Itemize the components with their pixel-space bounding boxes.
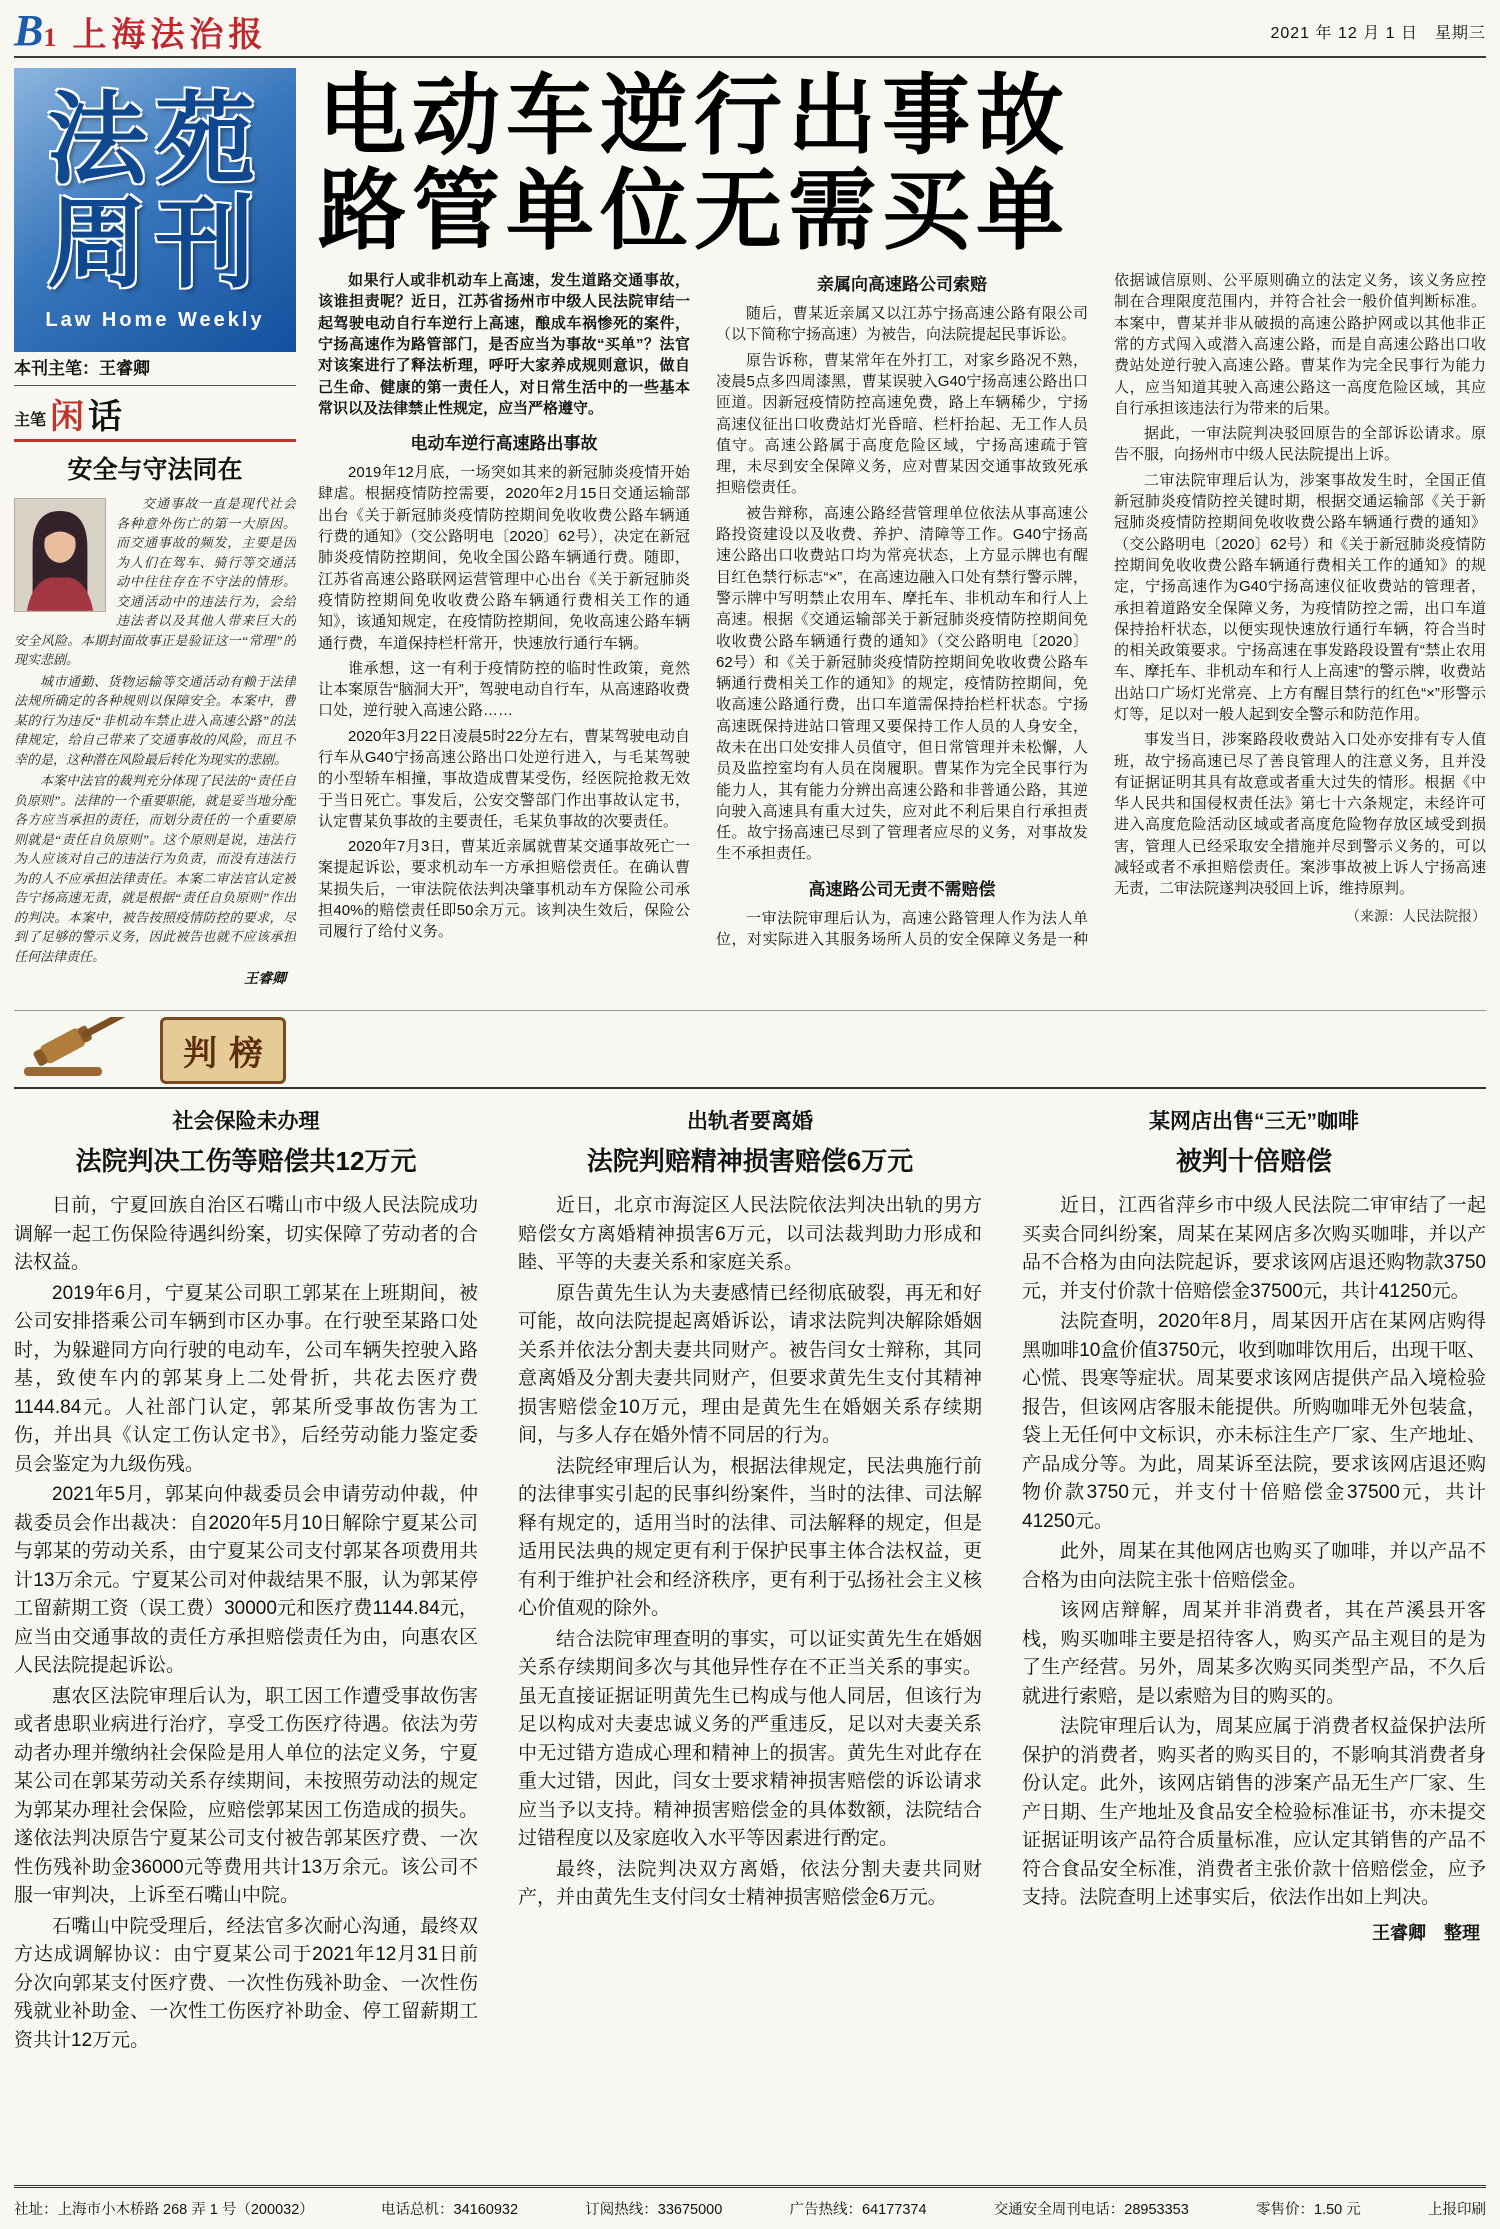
headline-line2: 路管单位无需买单 xyxy=(318,161,1071,261)
paragraph: 随后，曹某近亲属又以江苏宁扬高速公路有限公司（以下简称宁扬高速）为被告，向法院提起民事诉讼。 xyxy=(716,305,1088,344)
paragraph: 广告热线：64177374 xyxy=(789,2202,927,2218)
case3-body xyxy=(1022,1192,1486,1913)
columnist-photo xyxy=(14,498,106,612)
paragraph: 2019年12月底，一场突如其来的新冠肺炎疫情开始肆虐。根据疫情防控需要，2020年2月15日交通运输部出台《关于新冠肺炎疫情防控期间免收收费公路车辆通行费的通知》（交公路明电〔2020〕62号），决定在新冠肺炎疫情防控期间，免收全国公路车辆通行费。随即，江苏省高速公路联网运营管理中心出台《关于新冠肺炎疫情防控期间免收收费公路车辆通行费相关工作的通知》，该通知规定，在疫情防控期间，免收高速公路车辆通行费，车道保持栏杆常开，快速放行通行车辆。 xyxy=(318,464,690,652)
paragraph: 原告黄先生认为夫妻感情已经彻底破裂，再无和好可能，故向法院提起离婚诉讼，请求法院判决解除婚姻关系并依法分割夫妻共同财产。被告闫女士辩称，其同意离婚及分割夫妻共同财产，但要求黄先生支付其精神损害赔偿金10万元，理由是黄先生在婚姻关系存续期间，与多人存在婚外情不同居的行为。 xyxy=(518,1282,982,1446)
essay-signature: 王睿卿 xyxy=(244,972,286,987)
paragraph: 零售价：1.50 元 xyxy=(1256,2202,1361,2218)
subheading: 电动车逆行高速路出事故 xyxy=(410,434,598,454)
gavel-icon xyxy=(18,1017,148,1084)
paragraph: 2019年6月，宁夏某公司职工郭某在上班期间，被公司安排搭乘公司车辆到市区办事。在行驶至某路口处时，为躲避同方向行驶的电动车，公司车辆失控驶入路基，致使车内的郭某身上二处骨折，共花去医疗费1144.84元。人社部门认定，郭某所受事故伤害为工伤，并出具《认定工伤认定书》，后经劳动能力鉴定委员会鉴定为九级伤残。 xyxy=(14,1282,478,1475)
page-code-number: 1 xyxy=(43,22,57,52)
paragraph: 一审法院审理后认为，高速公路管理人作为法人单位，对实际进入其服务场所人员的安全保障义务是一种依据诚信原则、公平原则确立的法定义务，该义务应控制在合理限度范围内，并符合社会一般价值判断标准。本案中，曹某并非从破损的高速公路护网或以其他非正常的方式闯入或潜入高速公路，而是自高速公路出口收费站处逆行驶入高速公路。曹某作为完全民事行为能力人，应当知道其驶入高速公路这一高度危险区域，其应自行承担该违法行为带来的后果。 xyxy=(716,272,1486,949)
case-article-coffee-compensation xyxy=(1022,1105,1486,2179)
cases-badge: 判榜 xyxy=(160,1017,286,1084)
paragraph: 城市通勤、货物运输等交通活动有赖于法律法规所确定的各种规则以保障安全。本案中，曹某的行为违反“非机动车禁止进入高速公路”的法律规定，给自己带来了交通事故的风险，而且不幸的是，这种潜在风险最后转化为现实的悲剧。 xyxy=(14,673,296,767)
paragraph: 最终，法院判决双方离婚，依法分割夫妻共同财产，并由黄先生支付闫女士精神损害赔偿金6万元。 xyxy=(518,1858,982,1908)
paragraph: 被告辩称，高速公路经营管理单位依法从事高速公路投资建设以及收费、养护、清障等工作。G40宁扬高速公路出口收费站口均为常亮状态，上方显示牌也有醒目红色禁行标志“×”，在高速边融入口处有禁行警示牌，警示牌中写明禁止农用车、摩托车、非机动车和行人上高速。根据《交通运输部关于新冠肺炎疫情防控期间免收收费公路车辆通行费的通知》（交公路明电〔2020〕62号）和《关于新冠肺炎疫情防控期间免收收费公路车辆通行费相关工作的通知》的规定，疫情防控期间，免收高速公路通行费，出口车道需保持抬栏杆状态。宁扬高速既保持进站口管理又要保持工作人员的人身安全，故未在出口处安排人员值守，但日常管理并未松懈，人员及监控室均有人员在岗履职。曹某作为完全民事行为能力人，其有能力分辨出高速公路和非普通公路，其逆向驶入高速具有重大过失，应对此不利后果自行承担责任。故宁扬高速已尽到了管理者应尽的义务，对事故发生不承担责任。 xyxy=(716,504,1088,863)
paragraph: 本案中法官的裁判充分体现了民法的“责任自负原则”。法律的一个重要职能，就是妥当地分配各方应当承担的责任，而划分责任的一个重要原则就是“责任自负原则”。这个原则是说，违法行为人应该对自己的违法行为负责，而没有违法行为的人不应承担法律责任。本案二审法官认定被告宁扬高速无责，就是根据“责任自负原则”作出的判决。本案中，被告按照疫情防控的要求，尽到了足够的警示义务，因此被告也就不应该承担任何法律责任。 xyxy=(14,773,296,964)
case2-title-small: 出轨者要离婚 xyxy=(687,1110,813,1133)
paragraph: 法院经审理后认为，根据法律规定，民法典施行前的法律事实引起的民事纠纷案件，当时的法律、司法解释有规定的，适用当时的法律、司法解释的规定，但是适用民法典的规定更有利于保护民事主体合法权益，更有利于维护社会和经济秩序，更有利于弘扬社会主义核心价值观的除外。 xyxy=(518,1455,982,1619)
cover-headline xyxy=(318,68,1486,261)
imprint-footer xyxy=(14,2185,1486,2229)
page-code xyxy=(14,6,57,55)
portrait-illustration xyxy=(15,499,105,611)
paragraph: 该网店辩解，周某并非消费者，其在芦溪县开客栈，购买咖啡主要是招待客人，购买产品主观目的是为了生产经营。另外，周某多次购买同类型产品，不久后就进行索赔，是以索赔为目的购买的。 xyxy=(1022,1600,1486,1707)
paragraph: 2020年7月3日，曹某近亲属就曹某交通事故死亡一案提起诉讼，要求机动车一方承担赔偿责任。在确认曹某损失后，一审法院依法判决肇事机动车方保险公司承担40%的赔偿责任即50余万元。该判决生效后，保险公司履行了给付义务。 xyxy=(318,838,690,941)
case-article-divorce-damages xyxy=(518,1105,982,2179)
column-label xyxy=(14,394,296,442)
paragraph: 谁承想，这一有利于疫情防控的临时性政策，竟然让本案原告“脑洞大开”，驾驶电动自行车，从高速路收费口处，逆行驶入高速公路…… xyxy=(318,659,690,720)
paragraph: 事发当日，涉案路段收费站入口处亦安排有专人值班，故宁扬高速已尽了善良管理人的注意义务，且并没有证据证明其具有故意或者重大过失的情形。根据《中华人民共和国侵权责任法》第七十六条规定，未经许可进入高度危险活动区域或者高度危险物存放区域受到损害，管理人已经采取安全措施并尽到警示义务的，可以减轻或者不承担赔偿责任。案涉事故被上诉人宁扬高速无责，二审法院遂判决驳回上诉，维持原判。 xyxy=(1114,731,1486,898)
paragraph: 法院审理后认为，周某应属于消费者权益保护法所保护的消费者，购买者的购买目的，不影响其消费者身份认定。此外，该网店销售的涉案产品无生产厂家、生产日期、生产地址及食品安全检验标准证书，亦未提交证据证明该产品符合质量标准，应认定其销售的产品不符合食品安全标准，消费者主张价款十倍赔偿金，应予支持。法院查明上述事实后，依法作出如上判决。 xyxy=(1022,1716,1486,1908)
case3-byline: 王睿卿 整理 xyxy=(1372,1922,1480,1943)
column-label-accent: 闲 xyxy=(50,399,85,436)
case-section-header xyxy=(14,1011,1486,1089)
case1-title-big: 法院判决工伤等赔偿共12万元 xyxy=(75,1146,417,1176)
paragraph: 电话总机：34160932 xyxy=(381,2202,519,2218)
weekly-sidebar xyxy=(14,68,296,1006)
paragraph: 法院查明，2020年8月，周某因开店在某网店购得黑咖啡10盒价值3750元，收到咖啡饮用后，出现干呕、心慌、畏寒等症状。周某要求该网店提供产品入境检验报告，但该网店客服未能提供。所购咖啡无外包装盒，袋上无任何中文标识，亦未标注生产厂家、生产地址、产品成分等。为此，周某诉至法院，要求该网店退还购物价款3750元，并支付十倍赔偿金37500元，共计41250元。 xyxy=(1022,1311,1486,1532)
subheading: 高速路公司无责不需赔偿 xyxy=(808,879,996,899)
paragraph: 近日，江西省萍乡市中级人民法院二审审结了一起买卖合同纠纷案，周某在某网店多次购买咖啡，并以产品不合格为由向法院起诉，要求该网店退还购物款3750元，并支付价款十倍赔偿金37500元，共计41250元。 xyxy=(1022,1195,1486,1302)
case3-title-big: 被判十倍赔偿 xyxy=(1175,1146,1332,1176)
weekly-title-line1: 法苑 xyxy=(47,84,263,196)
chief-writer-line: 本刊主笔：王睿卿 xyxy=(14,352,296,386)
case-rulings-section xyxy=(14,1010,1486,2185)
column-label-suffix: 话 xyxy=(88,399,123,436)
case2-body xyxy=(518,1192,982,1913)
essay-title: 安全与守法同在 xyxy=(67,457,243,484)
case-articles-row xyxy=(14,1089,1486,2179)
paragraph: 社址：上海市小木桥路 268 弄 1 号（200032） xyxy=(14,2202,314,2218)
paragraph: 交通安全周刊电话：28953353 xyxy=(993,2202,1189,2218)
cover-story xyxy=(318,68,1486,1006)
paragraph: 2020年3月22日凌晨5时22分左右，曹某驾驶电动自行车从G40宁扬高速公路出口处逆行进入，与毛某驾驶的小型轿车相撞，事故造成曹某受伤，经医院抢救无效于当日死亡。事发后，公安交警部门作出事故认定书，认定曹某负事故的主要责任，毛某负事故的次要责任。 xyxy=(318,727,690,830)
paragraph: 二审法院审理后认为，涉案事故发生时，全国正值新冠肺炎疫情防控关键时期，根据交通运输部《关于新冠肺炎疫情防控期间免收收费公路车辆通行费的通知》（交公路明电〔2020〕62号）和《关于新冠肺炎疫情防控期间免收收费公路车辆通行费相关工作的通知》的规定，宁扬高速作为G40宁扬高速仪征收费站的管理者，承担着道路安全保障义务，为疫情防控之需，出口车道保持抬杆状态，以便实现快速放行通行车辆，符合当时的相关政策要求。宁扬高速在事发路段设置有“禁止农用车、摩托车、非机动车和行人上高速”的警示牌，收费站出站口广场灯光常亮、上方有醒目禁行的红色“×”形警示灯等，足以对一般人起到安全警示和防范作用。 xyxy=(1114,471,1486,723)
paragraph: 惠农区法院审理后认为，职工因工作遭受事故伤害或者患职业病进行治疗，享受工伤医疗待遇。依法为劳动者办理并缴纳社会保险是用人单位的法定义务，宁夏某公司在郭某劳动关系存续期间，未按照劳动法的规定为郭某办理社会保险，应赔偿郭某因工伤造成的损失。遂依法判决原告宁夏某公司支付被告郭某医疗费、一次性伤残补助金36000元等费用共计13万余元。该公司不服一审判决，上诉至石嘴山中院。 xyxy=(14,1685,478,1906)
paragraph: 2021年5月，郭某向仲裁委员会申请劳动仲裁，仲裁委员会作出裁决：自2020年5月10日解除宁夏某公司与郭某的劳动关系，由宁夏某公司支付郭某各项费用共计13万余元。宁夏某公司对仲裁结果不服，认为郭某停工留薪期工资（误工费）30000元和医疗费1144.84元，应当由交通事故的责任方承担赔偿责任为由，向惠农区人民法院提起诉讼。 xyxy=(14,1484,478,1676)
paragraph: 据此，一审法院判决驳回原告的全部诉讼请求。原告不服，向扬州市中级人民法院提出上诉。 xyxy=(1114,425,1486,464)
paragraph: 日前，宁夏回族自治区石嘴山市中级人民法院成功调解一起工伤保险待遇纠纷案，切实保障了劳动者的合法权益。 xyxy=(14,1195,478,1273)
case1-title-small: 社会保险未办理 xyxy=(172,1110,320,1133)
headline-line1: 电动车逆行出事故 xyxy=(318,68,1071,165)
weekly-brand-panel xyxy=(14,68,296,352)
paragraph: 上报印刷 xyxy=(1427,2202,1486,2218)
paragraph: 结合法院审理查明的事实，可以证实黄先生在婚姻关系存续期间多次与其他异性存在不正当关系的事实。虽无直接证据证明黄先生已构成与他人同居，但该行为足以构成对夫妻忠诚义务的严重违反，足以对夫妻关系中无过错方造成心理和精神上的损害。黄先生对此存在重大过错，因此，闫女士要求精神损害赔偿的诉讼请求应当予以支持。精神损害赔偿金的具体数额，法院结合过错程度以及家庭收入水平等因素进行酌定。 xyxy=(518,1628,982,1849)
paragraph: 如果行人或非机动车上高速，发生道路交通事故，该谁担责呢？近日，江苏省扬州市中级人民法院审结一起驾驶电动自行车逆行上高速，酿成车祸惨死的案件，宁扬高速作为路管部门，是否应当为事故“买单”？法官对该案进行了释法析理，呼吁大家养成规则意识，做自己生命、健康的第一责任人，对日常生活中的一些基本常识以及法律禁止性规定，应当严格遵守。 xyxy=(318,272,690,417)
column-label-prefix: 主笔 xyxy=(14,412,47,429)
page-header xyxy=(14,6,1486,58)
paragraph: 原告诉称，曹某常年在外打工，对家乡路况不熟，凌晨5点多四周漆黑，曹某误驶入G40宁扬高速公路出口匝道。因新冠疫情防控高速免费，路上车辆稀少，宁扬高速仪征出口收费站灯光昏暗、栏杆抬起、无工作人员值守。高速公路属于高度危险区域，宁扬高速疏于管理，未尽到安全保障义务，应对曹某因交通事故致死承担赔偿责任。 xyxy=(716,351,1088,497)
paragraph: 订阅热线：33675000 xyxy=(585,2202,723,2218)
case1-body xyxy=(14,1192,478,2055)
page-code-letter: B xyxy=(14,6,44,55)
weekly-title-english: Law Home Weekly xyxy=(45,308,265,331)
weekly-title-line2: 周刊 xyxy=(47,188,263,300)
paragraph: 交通事故一直是现代社会各种意外伤亡的第一大原因。而交通事故的频发，主要是因为人们在驾车、骑行等交通活动中往往存在不守法的情形。交通活动中的违法行为，会给违法者以及其他人带来巨大的安全风险。本期封面故事正是验证这一“常理”的现实悲剧。 xyxy=(14,496,296,667)
case2-title-big: 法院判赔精神损害赔偿6万元 xyxy=(586,1146,914,1176)
essay-body xyxy=(14,494,296,988)
issue-date: 2021 年 12 月 1 日 星期三 xyxy=(1270,24,1486,42)
subheading: 亲属向高速路公司索赔 xyxy=(817,275,987,295)
case3-title-small: 某网店出售“三无”咖啡 xyxy=(1149,1110,1359,1133)
newspaper-title: 上海法治报 xyxy=(72,16,268,54)
paragraph: 近日，北京市海淀区人民法院依法判决出轨的男方赔偿女方离婚精神损害6万元，以司法裁判助力形成和睦、平等的夫妻关系和家庭关系。 xyxy=(518,1195,982,1273)
paragraph: 石嘴山中院受理后，经法官多次耐心沟通，最终双方达成调解协议：由宁夏某公司于2021年12月31日前分次向郭某支付医疗费、一次性伤残补助金、一次性伤残就业补助金、一次性工伤医疗补助金、停工留薪期工资共计12万元。 xyxy=(14,1915,478,2051)
case-article-social-insurance xyxy=(14,1105,478,2179)
paragraph: 此外，周某在其他网店也购买了咖啡，并以产品不合格为由向法院主张十倍赔偿金。 xyxy=(1022,1541,1486,1591)
paragraph: （来源：人民法院报） xyxy=(1346,907,1486,924)
top-section xyxy=(14,58,1486,1006)
cover-article-body xyxy=(318,270,1486,1006)
columnist-essay xyxy=(14,442,296,1006)
